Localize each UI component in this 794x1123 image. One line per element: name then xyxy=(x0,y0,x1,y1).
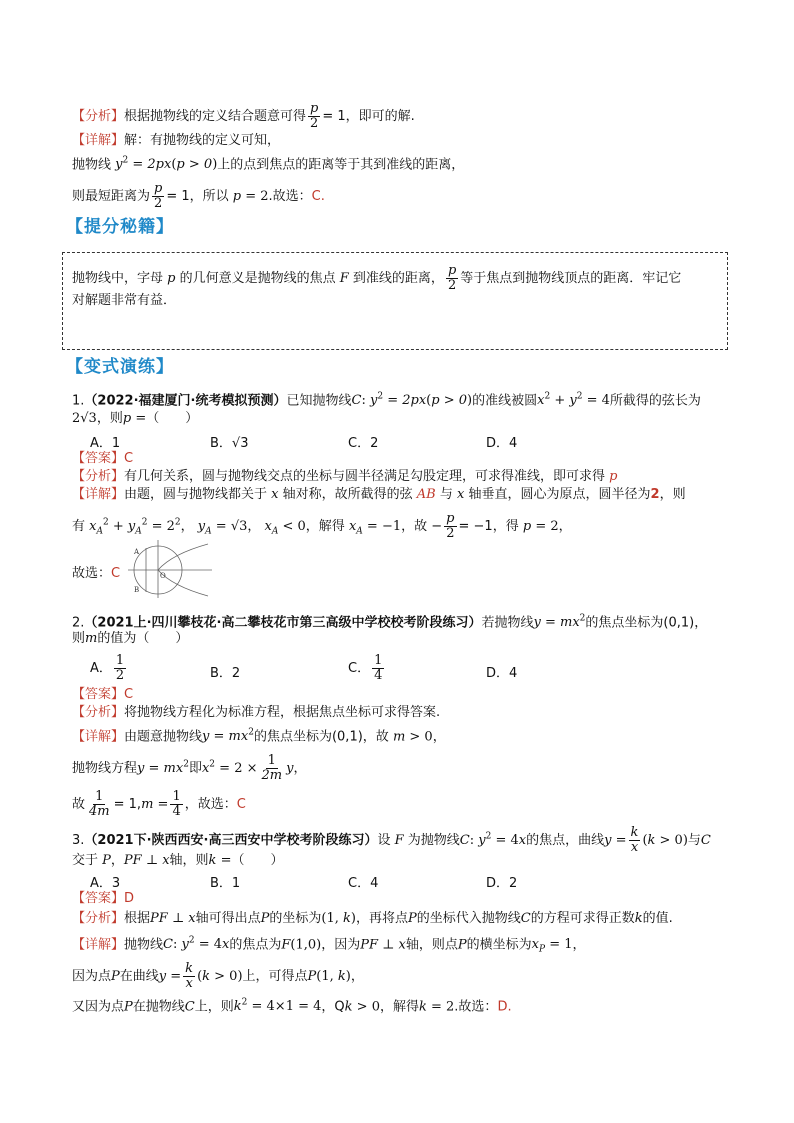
q2-stem-line-2: 则m的值为（ ） xyxy=(72,631,189,646)
q1-figure xyxy=(128,540,212,598)
q3-answer-line: 【答案】D xyxy=(72,891,135,906)
figure-label-b: B xyxy=(134,586,140,594)
q2-stem-line-1: 2.（2021上·四川攀枝花·高二攀枝花市第三高级中学校校考阶段练习）若抛物线$y = mx^2$的焦点坐标为(0,1)， xyxy=(72,614,708,631)
tip-section-title: 【提分秘籍】 xyxy=(66,217,174,237)
q1-detail-line-1: 【详解】由题，圆与抛物线都关于 x 轴对称，故所截得的弦 AB 与 x 轴垂直，圆心为原点，圆半径为2，则 xyxy=(72,487,686,502)
figure-label-o: O xyxy=(160,572,166,580)
q3-option-b: B．1 xyxy=(210,876,241,891)
q1-option-b: B．√3 xyxy=(210,436,249,451)
q1-analysis-line: 【分析】有几何关系，圆与抛物线交点的坐标与圆半径满足勾股定理，可求得准线，即可求得 p xyxy=(72,469,618,484)
q3-stem-line-2: 交于 P，PF ⊥ x轴，则k =（ ） xyxy=(72,853,284,868)
q1-conclusion-line: 故选：C xyxy=(72,566,121,581)
q3-analysis-line: 【分析】根据PF ⊥ x轴可得出点P的坐标为(1, k)，再将点P的坐标代入抛物线C的方程可求得正数k的值. xyxy=(72,911,673,926)
q3-detail-line-3: 又因为点P在抛物线C上，则$k^2 = 4\times 1 = 4$，Qk > 0，解得k = 2.故选：D. xyxy=(72,998,512,1015)
q1-option-d: D．4 xyxy=(486,436,518,451)
top-detail-line-2: 抛物线 $y^2 = 2px(p > 0)$上的点到焦点的距离等于其到准线的距离， xyxy=(72,156,465,173)
q2-option-c: C． $\frac{1}{4}$ xyxy=(348,653,383,683)
top-detail-line-3: 则最短距离为 $\frac{p}{2}$ = 1，所以 p = 2.故选：C. xyxy=(72,181,325,211)
q2-detail-line-2: 抛物线方程$y = mx^2$即$x^2 = 2$ × $\frac{1}{2m}$ y， xyxy=(72,753,307,783)
q3-detail-line-2: 因为点P在曲线y = $\frac{k}{x}$ (k > 0)上，可得点P(1, k)， xyxy=(72,961,364,991)
analysis-tag: 【分析】 xyxy=(72,109,125,124)
top-detail-line: 【详解】解：有抛物线的定义可知， xyxy=(72,133,281,148)
q3-option-a: A．3 xyxy=(90,876,121,891)
q3-detail-line-1: 【详解】抛物线C: $y^2 = 4x$的焦点为F(1,0)，因为PF ⊥ x轴，则点P的横坐标为$x_P = 1$， xyxy=(72,936,586,955)
q1-option-a: A．1 xyxy=(90,436,121,451)
figure-label-a: A xyxy=(134,548,140,556)
q2-option-b: B．2 xyxy=(210,666,241,681)
q1-option-c: C．2 xyxy=(348,436,379,451)
q1-detail-line-2: 有 $x_A^2 + y_A^2 = 2^2$， $y_A = √3$， $x_A < 0$，解得 $x_A = -1$，故 − $\frac{p}{2}$ = −1，得 p = 2， xyxy=(72,511,572,541)
q2-option-a: A． $\frac{1}{2}$ xyxy=(90,653,125,683)
q2-detail-line-1: 【详解】由题意抛物线$y = mx^2$的焦点坐标为(0,1)，故 m > 0， xyxy=(72,728,446,745)
q1-stem-line-1: 1.（2022·福建厦门·统考模拟预测）已知抛物线C: $y^2 = 2px(p > 0)$的准线被圆$x^2 + y^2 = 4$所截得的弦长为 xyxy=(72,392,701,409)
q2-option-d: D．4 xyxy=(486,666,518,681)
tip-text-line-2: 对解题非常有益． xyxy=(72,293,177,308)
variants-section-title: 【变式演练】 xyxy=(66,357,174,377)
q2-detail-line-3: 故 $\frac{1}{4m}$ = 1,m = $\frac{1}{4}$ ，故选：C xyxy=(72,789,246,819)
top-analysis-line: 【分析】根据抛物线的定义结合题意可得 $\frac{p}{2}$ = 1，即可的解. xyxy=(72,101,415,131)
q2-analysis-line: 【分析】将抛物线方程化为标准方程，根据焦点坐标可求得答案. xyxy=(72,705,441,720)
q2-answer-line: 【答案】C xyxy=(72,687,134,702)
detail-tag: 【详解】 xyxy=(72,133,125,148)
q3-option-d: D．2 xyxy=(486,876,518,891)
q3-stem-line-1: 3.（2021下·陕西西安·高三西安中学校考阶段练习）设 F 为抛物线C: $y^2 = 4x$的焦点，曲线y = $\frac{k}{x}$ (k > 0)与C xyxy=(72,825,711,855)
q1-stem-line-2: 2√3，则p =（ ） xyxy=(72,411,199,426)
q1-answer-line: 【答案】C xyxy=(72,451,134,466)
tip-text-line-1: 抛物线中，字母 p 的几何意义是抛物线的焦点 F 到准线的距离， $\frac{p}{2}$ 等于焦点到抛物线顶点的距离．牢记它 xyxy=(72,263,682,293)
q3-option-c: C．4 xyxy=(348,876,379,891)
